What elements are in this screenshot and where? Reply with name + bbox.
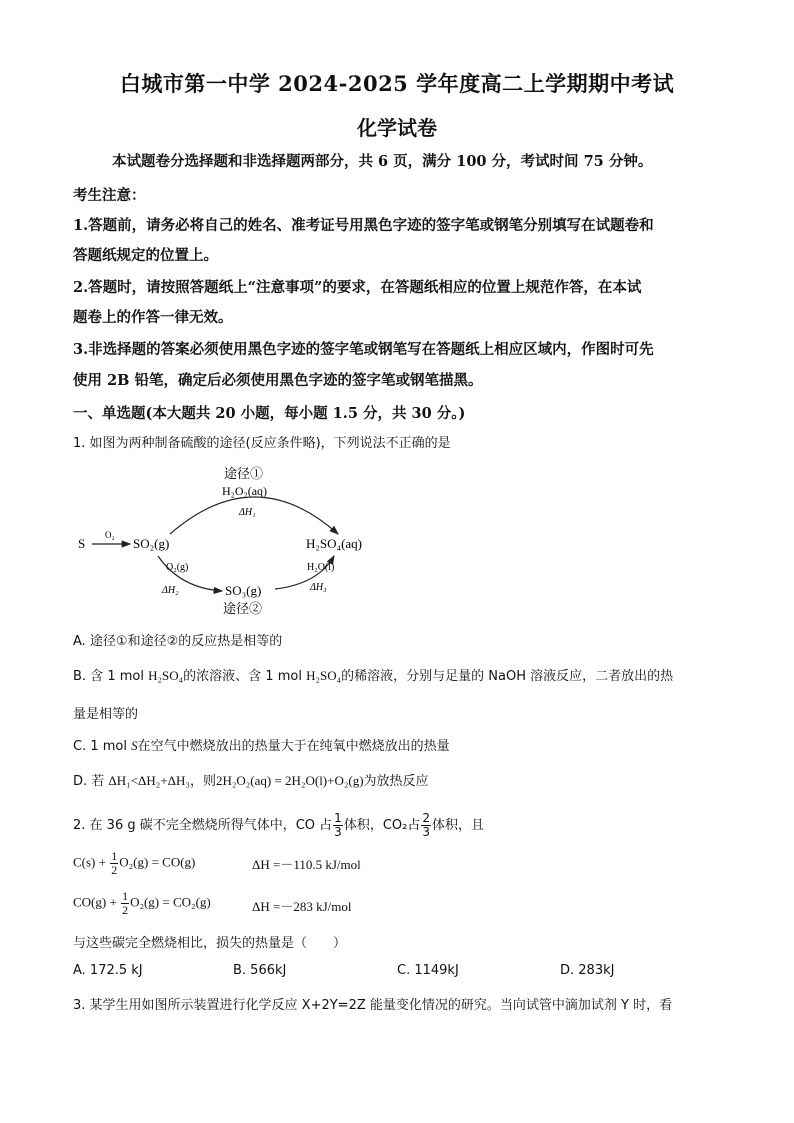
exam-title: 白城市第一中学 2024-2025 学年度高二上学期期中考试: [119, 71, 675, 96]
q1-option-c: C. 1 mol S在空气中燃烧放出的热量大于在纯氧中燃烧放出的热量: [73, 738, 450, 754]
q2-option-b: B. 566kJ: [233, 963, 287, 978]
q3-stem: 3. 某学生用如图所示装置进行化学反应 X+2Y=2Z 能量变化情况的研究。当向试管中滴加试剂 Y 时，看: [73, 998, 673, 1013]
q1-option-b-line-1: B. 含 1 mol H₂SO₄的浓溶液、含 1 mol H₂SO₄的稀溶液，分别与足量的 NaOH 溶液反应，二者放出的热: [73, 668, 674, 684]
notice-item-1-line-2: 答题纸规定的位置上。: [73, 247, 218, 264]
route-1-label: 途径①: [224, 466, 264, 481]
h2o-label: H₂O(l): [307, 562, 335, 573]
q2-equation-2: CO(g) + $\frac{1}{2}$ O₂(g) = CO₂(g): [73, 889, 211, 917]
notice-item-2-line-2: 题卷上的作答一律无效。: [73, 309, 233, 326]
h2o2-label: H₂O₂(aq): [222, 484, 268, 498]
q1-option-d: D. 若 ΔH₁<ΔH₂+ΔH₃，则2H₂O₂(aq) = 2H₂O(l)+O₂(g)为放热反应: [73, 773, 429, 789]
so3-label: SO₃(g): [225, 583, 262, 598]
notice-item-3-line-1: 3.非选择题的答案必须使用黑色字迹的签字笔或钢笔写在答题纸上相应区域内，作图时可先: [73, 341, 654, 358]
section-heading: 一、单选题(本大题共 20 小题，每小题 1.5 分，共 30 分。): [73, 405, 466, 422]
dh2-label: ΔH₂: [162, 585, 179, 596]
q2-question: 与这些碳完全燃烧相比，损失的热量是（ ）: [73, 936, 347, 951]
q2-equation-1-enthalpy: ΔH =－110.5 kJ/mol: [252, 857, 361, 872]
q2-option-c: C. 1149kJ: [397, 963, 459, 978]
dh3-label: ΔH₃: [310, 582, 327, 593]
exam-subtitle: 化学试卷: [357, 116, 437, 140]
notice-item-2-line-1: 2.答题时，请按照答题纸上“注意事项”的要求，在答题纸相应的位置上规范作答，在本试: [73, 279, 642, 296]
notice-item-3-line-2: 使用 2B 铅笔，确定后必须使用黑色字迹的签字笔或钢笔描黑。: [73, 372, 483, 389]
q2-option-d: D. 283kJ: [560, 963, 615, 978]
q2-stem: 2. 在 36 g 碳不完全燃烧所得气体中，CO 占 $\frac{1}{3}$ 体积，CO₂占 $\frac{2}{3}$ 体积，且: [73, 811, 484, 839]
o2g-label: O₂(g): [166, 562, 189, 573]
notice-item-1-line-1: 1.答题前，请务必将自己的姓名、准考证号用黑色字迹的签字笔或钢笔分别填写在试题卷和: [73, 217, 654, 234]
exam-intro: 本试题卷分选择题和非选择题两部分，共 6 页，满分 100 分，考试时间 75 分钟。: [112, 153, 653, 170]
q2-equation-2-enthalpy: ΔH =－283 kJ/mol: [252, 899, 352, 914]
notice-heading: 考生注意：: [73, 187, 146, 204]
so2-label: SO₂(g): [133, 536, 170, 551]
q2-option-a: A. 172.5 kJ: [73, 963, 143, 978]
q1-option-a: A. 途径①和途径②的反应热是相等的: [73, 634, 283, 649]
q1-option-b-line-2: 量是相等的: [73, 707, 139, 722]
o2-arrow-label: O₂: [105, 530, 115, 540]
h2so4-label: H₂SO₄(aq): [306, 536, 362, 551]
dh1-label: ΔH₁: [239, 507, 256, 518]
route-2-label: 途径②: [223, 601, 263, 616]
q2-equation-1: C(s) + $\frac{1}{2}$ O₂(g) = CO(g): [73, 849, 196, 877]
sulfur-label: S: [78, 536, 86, 551]
q1-stem: 1. 如图为两种制备硫酸的途径(反应条件略)，下列说法不正确的是: [73, 436, 451, 451]
sulfuric-acid-route-diagram: [70, 460, 390, 620]
